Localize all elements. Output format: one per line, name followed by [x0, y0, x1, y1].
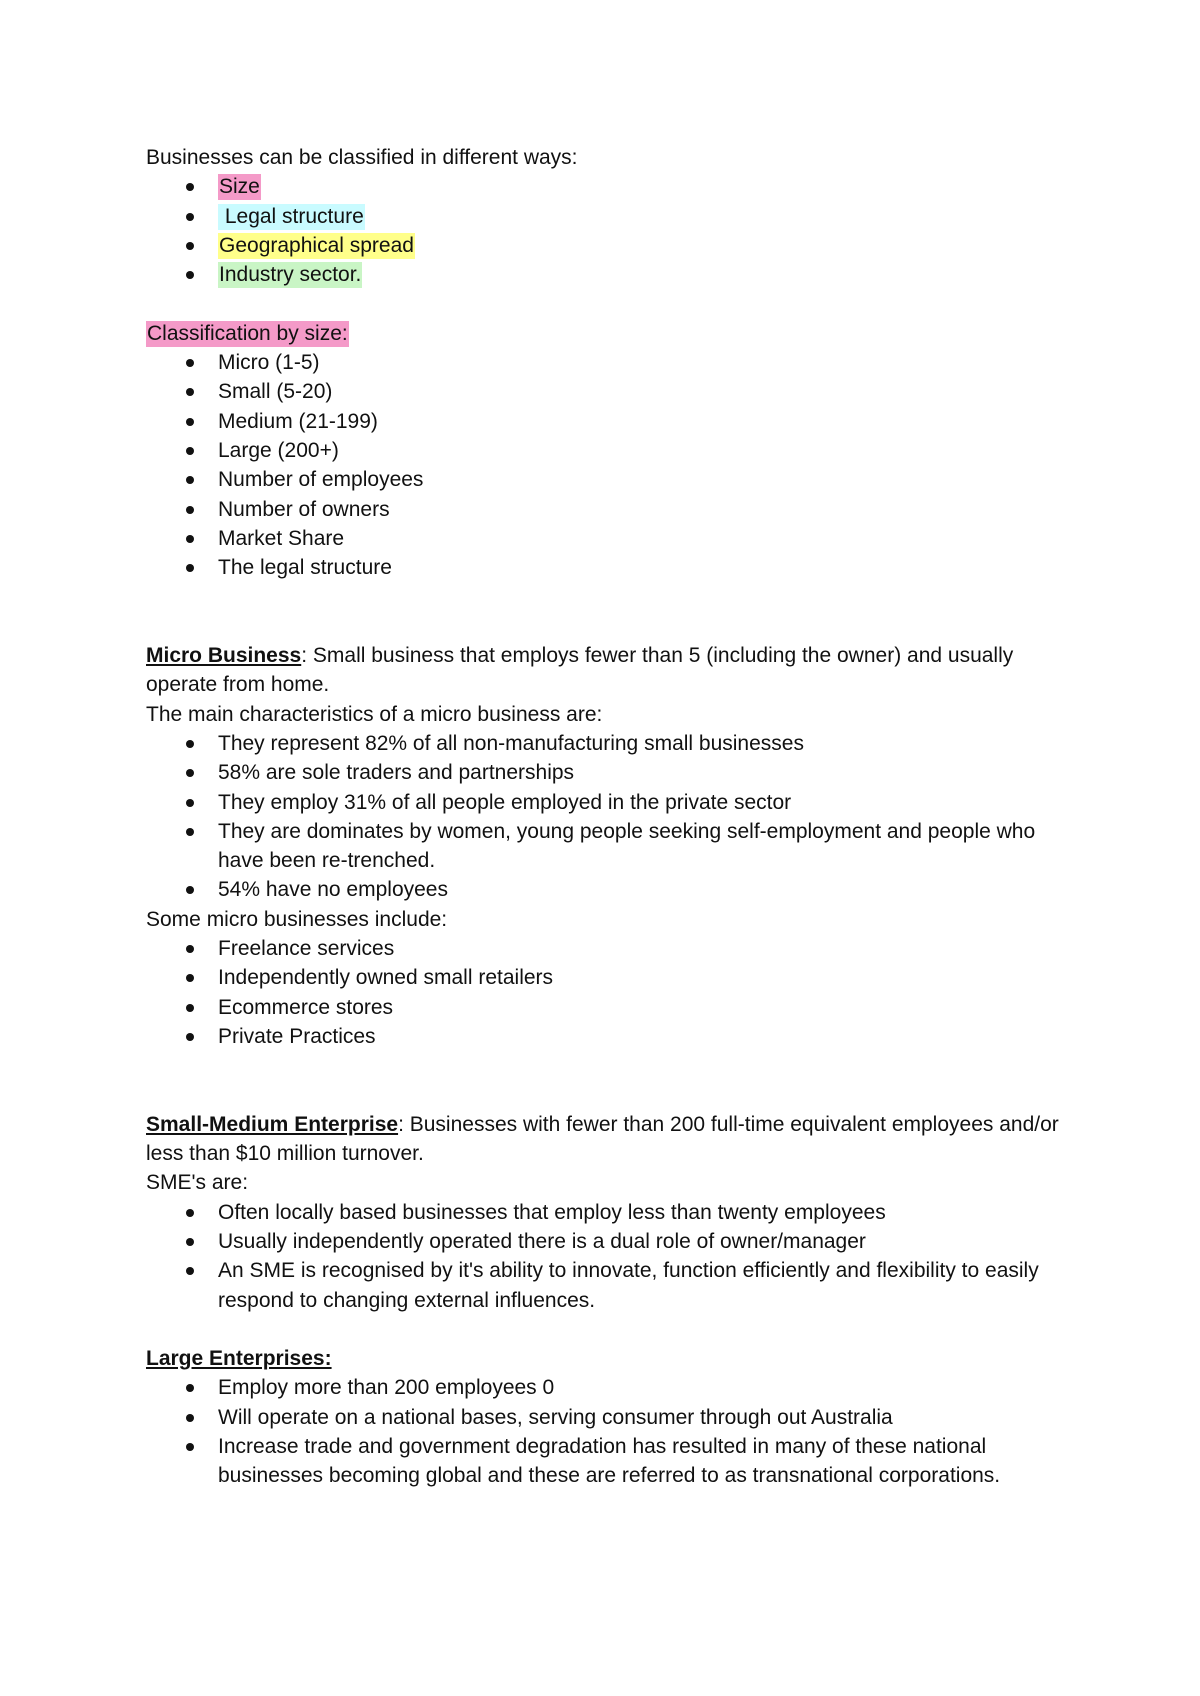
micro-definition	[146, 641, 1076, 700]
highlight-industry-sector: Industry sector.	[219, 263, 362, 287]
sme-list	[146, 1198, 1076, 1315]
list-item	[146, 231, 1076, 260]
list-item: Usually independently operated there is a dual role of owner/manager	[146, 1227, 1076, 1256]
micro-term: Micro Business	[146, 644, 302, 668]
micro-characteristics-intro: The main characteristics of a micro business are:	[146, 702, 603, 726]
list-item: They employ 31% of all people employed in the private sector	[146, 788, 1076, 817]
list-item: Number of owners	[146, 495, 1076, 524]
list-item: Ecommerce stores	[146, 993, 1076, 1022]
list-item: Small (5-20)	[146, 377, 1076, 406]
list-item: They represent 82% of all non-manufacturing small businesses	[146, 729, 1076, 758]
size-heading: Classification by size:	[147, 321, 348, 345]
list-item: Will operate on a national bases, serving consumer through out Australia	[146, 1403, 1076, 1432]
list-item: Micro (1-5)	[146, 348, 1076, 377]
highlight-size: Size	[219, 175, 260, 199]
large-term: Large Enterprises:	[146, 1347, 332, 1371]
list-item: Number of employees	[146, 465, 1076, 494]
list-item: Market Share	[146, 524, 1076, 553]
list-item: Medium (21-199)	[146, 407, 1076, 436]
list-item: Freelance services	[146, 934, 1076, 963]
list-item: 54% have no employees	[146, 875, 1076, 904]
list-item: They are dominates by women, young people seeking self-employment and people who have been re-trenched.	[146, 817, 1076, 876]
sme-definition	[146, 1110, 1076, 1169]
size-heading-line	[146, 319, 1076, 348]
large-list	[146, 1373, 1076, 1490]
highlight-geographical-spread: Geographical spread	[219, 233, 414, 257]
list-item: An SME is recognised by it's ability to innovate, function efficiently and flexibility to easily respond to changing external influences.	[146, 1256, 1076, 1315]
size-list	[146, 348, 1076, 582]
list-item	[146, 202, 1076, 231]
sme-definition-text: : Businesses with fewer than 200 full-time equivalent employees and/or less than $10 million turnover.	[146, 1112, 1059, 1166]
list-item: Increase trade and government degradation has resulted in many of these national businesses becoming global and these are referred to as transnational corporations.	[146, 1432, 1076, 1491]
micro-examples-intro: Some micro businesses include:	[146, 907, 448, 931]
list-item: The legal structure	[146, 553, 1076, 582]
sme-intro: SME's are:	[146, 1171, 249, 1195]
classification-list	[146, 172, 1076, 289]
list-item	[146, 260, 1076, 289]
intro-text: Businesses can be classified in different ways:	[146, 146, 578, 169]
list-item	[146, 172, 1076, 201]
sme-term: Small-Medium Enterprise	[146, 1112, 399, 1136]
document-page	[146, 143, 1076, 1491]
list-item: Often locally based businesses that employ less than twenty employees	[146, 1198, 1076, 1227]
micro-examples-list	[146, 934, 1076, 1051]
list-item: 58% are sole traders and partnerships	[146, 758, 1076, 787]
list-item: Large (200+)	[146, 436, 1076, 465]
large-heading-line	[146, 1344, 1076, 1373]
micro-characteristics-list	[146, 729, 1076, 905]
list-item: Private Practices	[146, 1022, 1076, 1051]
list-item: Independently owned small retailers	[146, 963, 1076, 992]
highlight-legal-structure: Legal structure	[219, 204, 364, 228]
micro-definition-text: : Small business that employs fewer than 5 (including the owner) and usually operate from home.	[146, 644, 1014, 697]
list-item: Employ more than 200 employees 0	[146, 1373, 1076, 1402]
